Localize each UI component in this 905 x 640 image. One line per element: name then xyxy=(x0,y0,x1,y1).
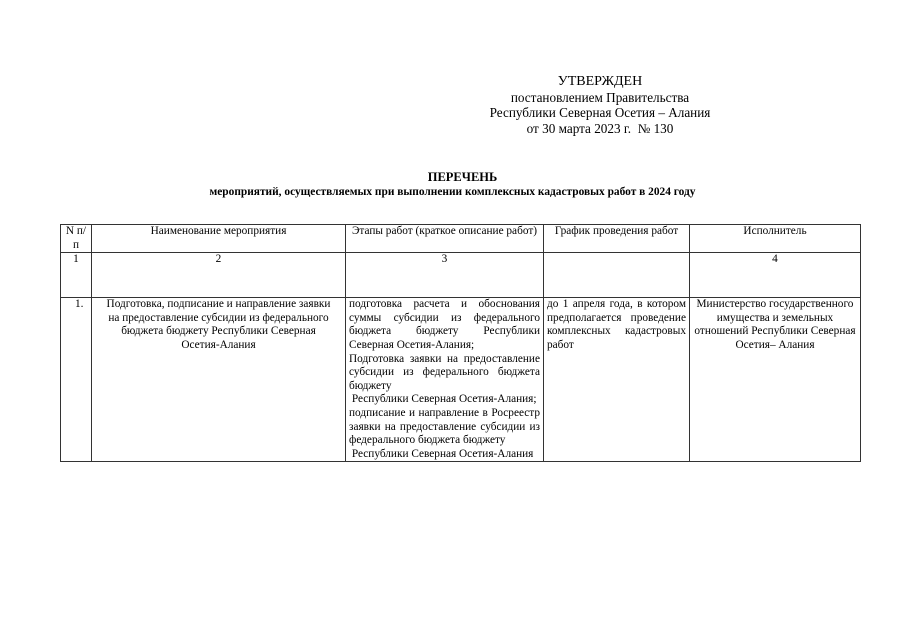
approval-line-1: УТВЕРЖДЕН xyxy=(557,74,643,89)
header-cell: Наименование мероприятия xyxy=(92,225,346,253)
column-number-cell: 4 xyxy=(690,253,861,298)
stage-item: подписание и направление в Росреестр заявки на предоставление субсидии из федерального бюджета бюджету xyxy=(349,406,540,447)
stage-item: Республики Северная Осетия-Алания xyxy=(349,447,534,460)
document-subtitle: мероприятий, осуществляемых при выполнении комплексных кадастровых работ в 2024 году xyxy=(209,186,696,198)
document-heading xyxy=(0,170,905,199)
header-cell: N п/п xyxy=(61,225,92,253)
column-number-row xyxy=(61,253,861,298)
column-number-cell: 2 xyxy=(92,253,346,298)
column-number-cell xyxy=(544,253,690,298)
approval-line-3: Республики Северная Осетия – Алания xyxy=(489,105,711,120)
activities-table xyxy=(60,224,861,462)
approval-line-4: от 30 марта 2023 г. № 130 xyxy=(526,120,674,136)
header-cell: Этапы работ (краткое описание работ) xyxy=(346,225,544,253)
column-number-cell: 1 xyxy=(61,253,92,298)
activity-name: Подготовка, подписание и направление заявки на предоставление субсидии из федерального бюджета бюджету Республики Северная Осетия-Алания xyxy=(92,298,346,462)
row-number: 1. xyxy=(61,298,92,462)
table-header-row xyxy=(61,225,861,253)
executor: Министерство государственного имущества и земельных отношений Республики Северная Осетия– Алания xyxy=(690,298,861,462)
stage-item: Республики Северная Осетия-Алания; xyxy=(349,393,537,406)
stage-item: подготовка расчета и обоснования суммы субсидии из федерального бюджета бюджету Республики Северная Осетия-Алания; xyxy=(349,298,540,351)
header-cell: Исполнитель xyxy=(690,225,861,253)
document-title: ПЕРЕЧЕНЬ xyxy=(427,170,498,184)
work-schedule: до 1 апреля года, в котором предполагается проведение комплексных кадастровых работ xyxy=(544,298,690,462)
approval-line-2: постановлением Правительства xyxy=(510,89,690,105)
stage-item: Подготовка заявки на предоставление субсидии из федерального бюджета бюджету xyxy=(349,352,540,392)
header-cell: График проведения работ xyxy=(544,225,690,253)
approval-stamp xyxy=(440,74,760,136)
table-row xyxy=(61,298,861,462)
work-stages xyxy=(346,298,544,462)
column-number-cell: 3 xyxy=(346,253,544,298)
